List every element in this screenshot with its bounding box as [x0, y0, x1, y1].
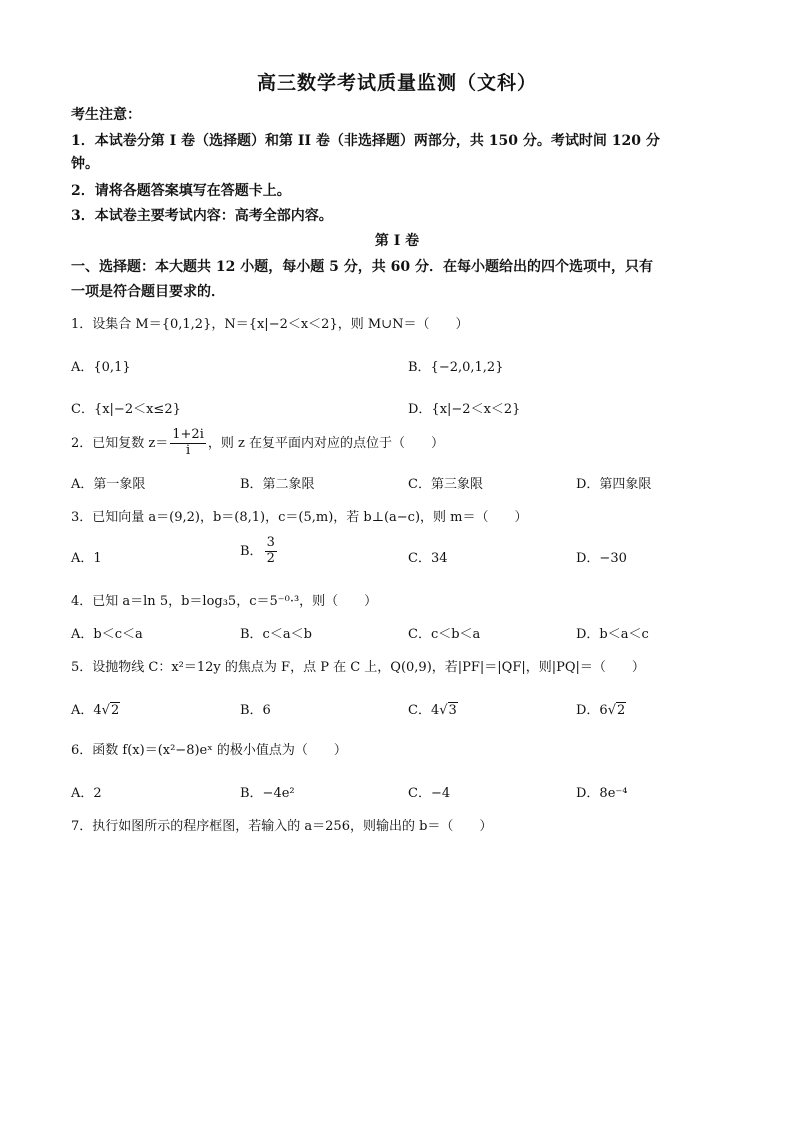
notice-item-1: 1．本试卷分第 I 卷（选择题）和第 II 卷（非选择题）两部分，共 150 分。考试时间 120 分: [71, 133, 660, 149]
q1-option-b: B．{−2,0,1,2}: [408, 360, 504, 375]
q2-option-a: A．第一象限: [71, 477, 146, 492]
section-intro: 一、选择题：本大题共 12 小题，每小题 5 分，共 60 分．在每小题给出的四个选项中，只有: [71, 259, 653, 275]
q4-option-a: A．b＜c＜a: [71, 627, 143, 642]
q2-fraction: [170, 428, 206, 459]
notice-item-2: 2．请将各题答案填写在答题卡上。: [71, 183, 291, 199]
volume-heading: 第 I 卷: [374, 233, 420, 249]
q5-option-c: [408, 699, 458, 718]
q5-option-b: B．6: [240, 703, 271, 718]
sqrt-icon: √: [607, 703, 616, 718]
q5-option-a: [71, 699, 120, 718]
q6-option-d: D．8e⁻⁴: [576, 786, 628, 801]
sqrt-icon: √: [101, 703, 110, 718]
q3-option-b-fraction: [265, 536, 277, 567]
q2-numerator: 1+2i: [172, 427, 204, 442]
q5-option-d: [576, 699, 626, 718]
q1-option-a: A．{0,1}: [71, 360, 131, 375]
q4-option-d: D．b＜a＜c: [576, 627, 649, 642]
q5-c-coef: C．4: [408, 703, 440, 718]
q6-option-c: C．−4: [408, 786, 451, 801]
notice-item-3: 3．本试卷主要考试内容：高考全部内容。: [71, 208, 333, 224]
question-5-stem: 5．设抛物线 C：x²＝12y 的焦点为 F，点 P 在 C 上，Q(0,9)，若|PF|＝|QF|，则|PQ|＝（ ）: [71, 660, 645, 675]
question-1-stem: 1．设集合 M＝{0,1,2}，N＝{x|−2＜x＜2}，则 M∪N＝（ ）: [71, 317, 469, 332]
q4-option-c: C．c＜b＜a: [408, 627, 481, 642]
q3-option-c: C．34: [408, 551, 448, 566]
q2-denominator: i: [185, 442, 191, 458]
q5-a-radicand: 2: [110, 703, 120, 718]
q5-d-radicand: 2: [617, 703, 626, 718]
q3-option-b: [240, 536, 279, 567]
question-3-stem: 3．已知向量 a＝(9,2)，b＝(8,1)，c＝(5,m)，若 b⊥(a−c)，则 m＝（ ）: [71, 510, 528, 525]
notice-item-1-cont: 钟。: [71, 156, 99, 172]
q5-c-radicand: 3: [448, 703, 457, 718]
page-title: 高三数学考试质量监测（文科）: [256, 72, 537, 94]
q2-option-c: C．第三象限: [408, 477, 483, 492]
q1-option-c: C．{x|−2＜x≤2}: [71, 402, 181, 417]
q2-prefix: 2．已知复数 z＝: [71, 435, 169, 451]
q6-option-b: B．−4e²: [240, 786, 295, 801]
question-2-stem: [71, 428, 444, 459]
q3-b-numerator: 3: [266, 535, 275, 550]
q1-option-d: D．{x|−2＜x＜2}: [408, 402, 521, 417]
question-6-stem: 6．函数 f(x)＝(x²−8)eˣ 的极小值点为（ ）: [71, 743, 347, 758]
q3-option-b-label: B．: [240, 543, 263, 559]
question-4-stem: 4．已知 a＝ln 5，b＝log₃5，c＝5⁻⁰·³，则（ ）: [71, 594, 378, 609]
q2-option-d: D．第四象限: [576, 477, 652, 492]
notice-heading: 考生注意：: [71, 107, 141, 123]
q3-b-denominator: 2: [266, 550, 275, 566]
sqrt-icon: √: [439, 703, 448, 718]
q5-d-coef: D．6: [576, 703, 608, 718]
q2-option-b: B．第二象限: [240, 477, 315, 492]
section-intro-cont: 一项是符合题目要求的．: [71, 284, 225, 300]
q5-a-coef: A．4: [71, 703, 102, 718]
q4-option-b: B．c＜a＜b: [240, 627, 312, 642]
q2-suffix: ，则 z 在复平面内对应的点位于（ ）: [207, 435, 444, 451]
q6-option-a: A．2: [71, 786, 102, 801]
question-7-stem: 7．执行如图所示的程序框图，若输入的 a＝256，则输出的 b＝（ ）: [71, 819, 493, 834]
q3-option-d: D．−30: [576, 551, 627, 566]
q3-option-a: A．1: [71, 551, 102, 566]
